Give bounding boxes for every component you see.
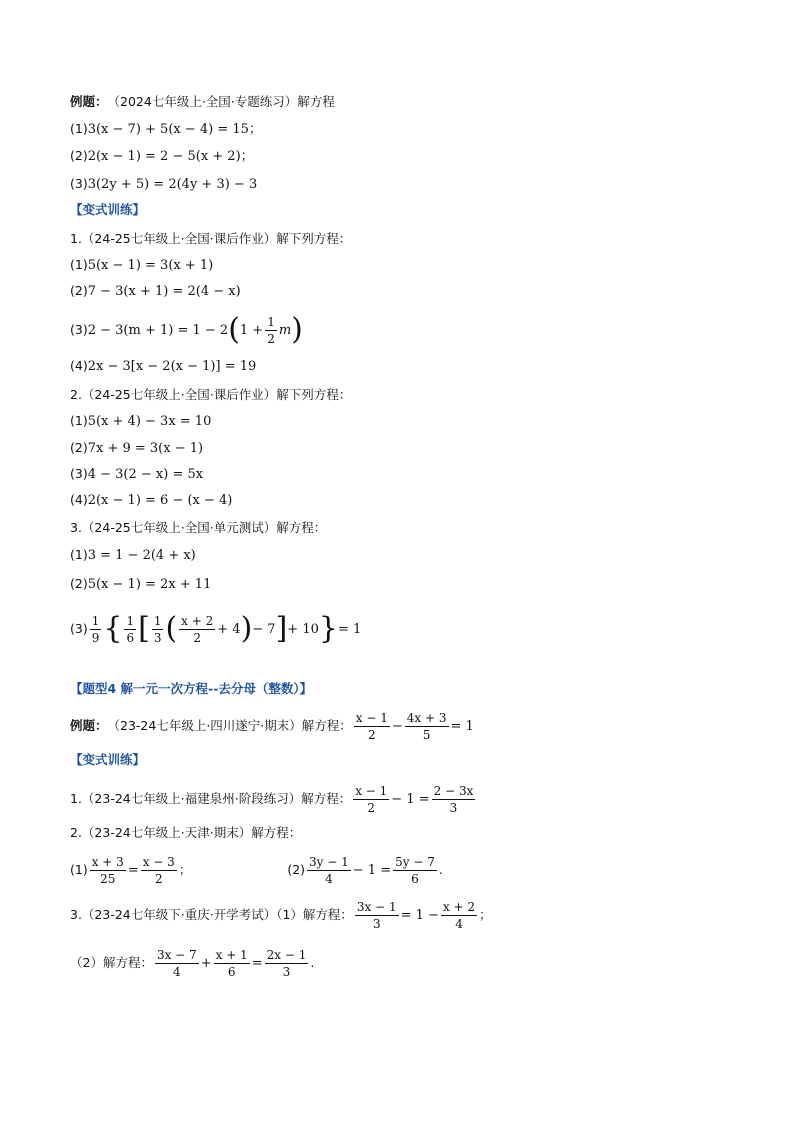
numerator: 3y − 1 [309, 854, 349, 869]
left-bracket: [ [138, 611, 150, 646]
exercise-3-part-1 [70, 898, 492, 932]
term: − 1 = [391, 791, 430, 807]
numerator: x − 1 [355, 783, 388, 798]
question-1-part-2 [70, 285, 241, 298]
question-1-part-4 [70, 360, 256, 373]
term: = 1 [450, 718, 474, 734]
denominator: 9 [91, 630, 100, 645]
term: = 1 − [400, 907, 439, 923]
equation: 2(x − 1) = 6 − (x − 4) [87, 493, 233, 508]
fraction [90, 615, 102, 644]
item-number: (3) [70, 620, 88, 636]
equation: 5(x + 4) − 3x = 10 [87, 414, 212, 429]
numerator: x + 1 [215, 947, 248, 962]
numerator: 1 [267, 314, 275, 329]
numerator: x + 3 [91, 854, 124, 869]
equation: 3(x − 7) + 5(x − 4) = 15； [87, 122, 262, 137]
term: = [251, 955, 263, 971]
denominator: 3 [282, 964, 291, 979]
fraction [179, 615, 215, 644]
question-3-part-3 [70, 610, 361, 648]
fraction [307, 856, 351, 885]
equation: 7 − 3(x + 1) = 2(4 − x) [87, 284, 241, 299]
item-number: (4) [70, 358, 88, 374]
fraction [393, 856, 437, 885]
term: = 1 [337, 621, 362, 637]
numerator: x + 2 [442, 899, 476, 914]
example-1-item-2 [70, 150, 254, 163]
fraction [441, 901, 477, 930]
term: = [127, 862, 139, 878]
numerator: 5y − 7 [395, 854, 435, 869]
variant-training-heading-2: 【变式训练】 [70, 752, 146, 767]
denominator: 2 [367, 800, 376, 815]
item-number: (2) [70, 283, 88, 299]
numerator: 2x − 1 [266, 947, 307, 962]
question-1: 1.（24-25七年级上·全国·课后作业）解下列方程： [70, 231, 352, 246]
section-title: 【题型4 解一元一次方程--去分母（整数）】 [70, 681, 313, 696]
question-2-part-1 [70, 415, 211, 428]
item-number: (1) [70, 413, 88, 429]
fraction [265, 949, 309, 978]
denominator: 4 [455, 916, 463, 931]
denominator: 6 [227, 964, 236, 979]
item-number: (2) [70, 440, 88, 456]
question-2-part-3 [70, 468, 203, 481]
denominator: 2 [368, 727, 376, 742]
term: + [200, 955, 212, 971]
example-label: 例题： [70, 717, 108, 733]
left-paren: ( [165, 611, 178, 646]
question-3: 3.（24-25七年级上·全国·单元测试）解方程： [70, 520, 327, 535]
denominator: 4 [325, 871, 333, 886]
equation: 3(2y + 5) = 2(4y + 3) − 3 [87, 177, 258, 192]
denominator: 3 [372, 916, 381, 931]
fraction [214, 949, 250, 978]
example-source: （2024七年级上·全国·专题练习）解方程 [107, 94, 335, 109]
question-1-part-3 [70, 314, 303, 346]
fraction [90, 856, 126, 885]
term: − [391, 718, 403, 734]
left-brace: { [103, 611, 123, 646]
question-2-part-4 [70, 494, 232, 507]
equation: 1 + [239, 322, 264, 338]
exercise-2-parts [70, 853, 730, 887]
punctuation: . [438, 861, 443, 877]
question-text: 1.（23-24七年级上·福建泉州·阶段练习）解方程： [70, 790, 352, 806]
denominator: 3 [153, 630, 162, 645]
item-number: (1) [70, 547, 88, 563]
equation: 5(x − 1) = 2x + 11 [87, 577, 212, 592]
example-source: （23-24七年级上·四川遂宁·期末）解方程： [107, 717, 352, 733]
right-paren: ) [240, 611, 253, 646]
punctuation: ； [479, 906, 492, 922]
exercise-3-part-2 [70, 946, 314, 980]
exercise-1 [70, 782, 477, 816]
item-number: (2) [70, 148, 88, 164]
equation: 2 − 3(m + 1) = 1 − 2 [87, 322, 229, 338]
denominator: 6 [126, 630, 135, 645]
right-brace: } [318, 611, 338, 646]
fraction [354, 712, 390, 741]
numerator: 2 − 3x [433, 783, 474, 798]
example-1-item-3 [70, 178, 257, 191]
fraction [141, 856, 177, 885]
item-number: (1) [70, 121, 88, 137]
example-label: 例题： [70, 94, 108, 109]
numerator: 1 [126, 613, 135, 628]
numerator: 1 [91, 613, 100, 628]
equation: 4 − 3(2 − x) = 5x [87, 467, 204, 482]
equation: 2(x − 1) = 2 − 5(x + 2)； [87, 149, 254, 164]
question-2-part-2 [70, 442, 203, 455]
item-number: (2) [287, 861, 306, 877]
fraction [155, 949, 199, 978]
variable: m [278, 322, 292, 338]
variant-training-heading: 【变式训练】 [70, 202, 146, 217]
equation: 3 = 1 − 2(4 + x) [87, 548, 196, 563]
numerator: 3x − 7 [156, 947, 197, 962]
right-paren: ) [291, 312, 303, 347]
equation: 5(x − 1) = 3(x + 1) [87, 258, 214, 273]
fraction [432, 785, 476, 814]
denominator: 5 [422, 727, 431, 742]
punctuation: ； [178, 861, 192, 877]
item-number: (3) [70, 321, 88, 337]
example-1-header [70, 96, 335, 109]
term: − 7 [252, 621, 276, 637]
numerator: x − 3 [142, 854, 175, 869]
numerator: 3x − 1 [356, 899, 397, 914]
fraction [353, 785, 389, 814]
numerator: 4x + 3 [406, 710, 447, 725]
term: + 4 [217, 621, 241, 637]
question-2: 2.（24-25七年级上·全国·课后作业）解下列方程： [70, 387, 352, 402]
fraction [405, 712, 449, 741]
punctuation: . [310, 954, 315, 970]
item-number: (3) [70, 176, 88, 192]
denominator: 6 [411, 871, 419, 886]
fraction [355, 901, 399, 930]
example-1-item-1 [70, 123, 262, 136]
item-number: (1) [70, 861, 88, 877]
exercise-2: 2.（23-24七年级上·天津·期末）解方程： [70, 825, 302, 840]
question-text: 3.（23-24七年级下·重庆·开学考试）（1）解方程： [70, 906, 353, 922]
item-number: (3) [70, 466, 88, 482]
fraction [152, 615, 164, 644]
item-number: (1) [70, 257, 88, 273]
fraction [124, 615, 136, 644]
question-text: （2）解方程： [70, 954, 153, 970]
equation: 7x + 9 = 3(x − 1) [87, 441, 204, 456]
denominator: 2 [154, 871, 163, 886]
right-bracket: ] [275, 611, 288, 646]
fraction [265, 316, 277, 345]
question-1-part-1 [70, 259, 213, 272]
example-2 [70, 709, 474, 743]
denominator: 3 [449, 800, 458, 815]
numerator: x − 1 [355, 710, 388, 725]
item-number: (2) [70, 576, 88, 592]
left-paren: ( [228, 312, 240, 347]
numerator: 1 [153, 613, 162, 628]
denominator: 25 [100, 871, 116, 886]
item-number: (4) [70, 492, 88, 508]
term: − 1 = [352, 862, 392, 878]
denominator: 2 [193, 630, 202, 645]
denominator: 2 [267, 331, 275, 346]
question-3-part-2 [70, 578, 211, 591]
term: + 10 [287, 621, 319, 637]
equation: 2x − 3[x − 2(x − 1)] = 19 [87, 359, 257, 374]
denominator: 4 [173, 964, 181, 979]
numerator: x + 2 [181, 613, 214, 628]
question-3-part-1 [70, 549, 196, 562]
